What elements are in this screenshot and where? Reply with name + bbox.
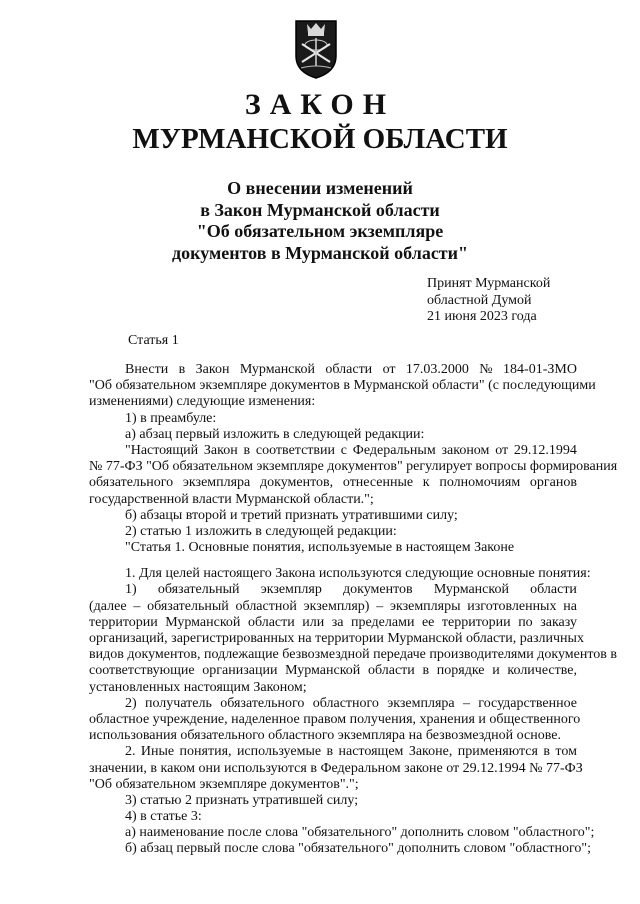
body-line: Внести в Закон Мурманской области от 17.03.2000 № 184-01-ЗМО (125, 362, 577, 377)
body-line: 1) в преамбуле: (125, 410, 217, 426)
adoption-line: областной Думой (427, 292, 532, 308)
body-line: установленных настоящим Законом; (89, 679, 307, 695)
article-heading: Статья 1 (128, 333, 179, 348)
body-line: значении, в каком они используются в Федеральном законе от 29.12.1994 № 77-ФЗ (89, 760, 583, 776)
body-line: "Статья 1. Основные понятия, используемые в настоящем Законе (125, 540, 515, 556)
body-line: 1. Для целей настоящего Закона используются следующие основные понятия: (125, 566, 591, 582)
body-line: а) наименование после слова "обязательного" дополнить словом "областного"; (125, 825, 595, 841)
body-line: территории Мурманской области или за пределами ее территории по заказу (89, 614, 577, 630)
subtitle-line: документов в Мурманской области" (171, 242, 469, 263)
body-line: обязательного экземпляра документов, отнесенные к полномочиям органов (89, 475, 577, 491)
body-line: № 77-ФЗ "Об обязательном экземпляре документов" регулирует вопросы формирования (89, 459, 618, 475)
body-line: "Настоящий Закон в соответствии с Федеральным законом от 29.12.1994 (125, 442, 577, 458)
body-line: 1) обязательный экземпляр документов Мурманской области (125, 582, 577, 598)
article-body (89, 362, 618, 858)
body-line: (далее – обязательный областной экземпляр) – экземпляры изготовленных на (89, 598, 577, 614)
subtitle-line: "Об обязательном экземпляре (196, 221, 444, 241)
subtitle-line: в Закон Мурманской области (200, 199, 440, 220)
body-line: б) абзацы второй и третий признать утратившими силу; (125, 507, 458, 523)
body-line: 2) получатель обязательного областного экземпляра – государственное (125, 695, 577, 711)
body-line: областное учреждение, наделенное правом получения, хранения и общественного (89, 711, 581, 727)
body-line: соответствующие организации Мурманской области в порядке и количестве, (89, 663, 577, 679)
body-line: "Об обязательном экземпляре документов в Мурманской области" (с последующими (89, 378, 596, 394)
body-line: государственной власти Мурманской области."; (89, 491, 374, 507)
body-line: 4) в статье 3: (125, 809, 202, 825)
adoption-line: Принят Мурманской (427, 276, 551, 291)
body-line: изменениями) следующие изменения: (89, 394, 316, 410)
body-line: 2. Иные понятия, используемые в настоящем Законе, применяются в том (125, 744, 577, 760)
body-line: "Об обязательном экземпляре документов"."; (89, 776, 359, 792)
body-line: а) абзац первый изложить в следующей редакции: (125, 426, 425, 442)
law-subtitle (0, 178, 640, 264)
adoption-date: 21 июня 2023 года (427, 309, 537, 324)
subtitle-line: О внесении изменений (227, 178, 413, 198)
body-line: б) абзац первый после слова "обязательного" дополнить словом "областного"; (125, 841, 592, 857)
body-line: использования обязательного областного экземпляра на безвозмездной основе. (89, 728, 561, 744)
coat-of-arms-emblem (293, 18, 339, 80)
body-line: 3) статью 2 признать утратившей силу; (125, 792, 359, 808)
body-line: 2) статью 1 изложить в следующей редакции: (125, 523, 397, 539)
body-line: организаций, зарегистрированных на территории Мурманской области, различных (89, 631, 584, 646)
law-title: ЗАКОН (244, 88, 396, 121)
body-line: видов документов, подлежащие безвозмездной передаче производителями документов в (89, 647, 617, 663)
region-title: МУРМАНСКОЙ ОБЛАСТИ (132, 123, 508, 155)
adoption-note (427, 276, 550, 326)
